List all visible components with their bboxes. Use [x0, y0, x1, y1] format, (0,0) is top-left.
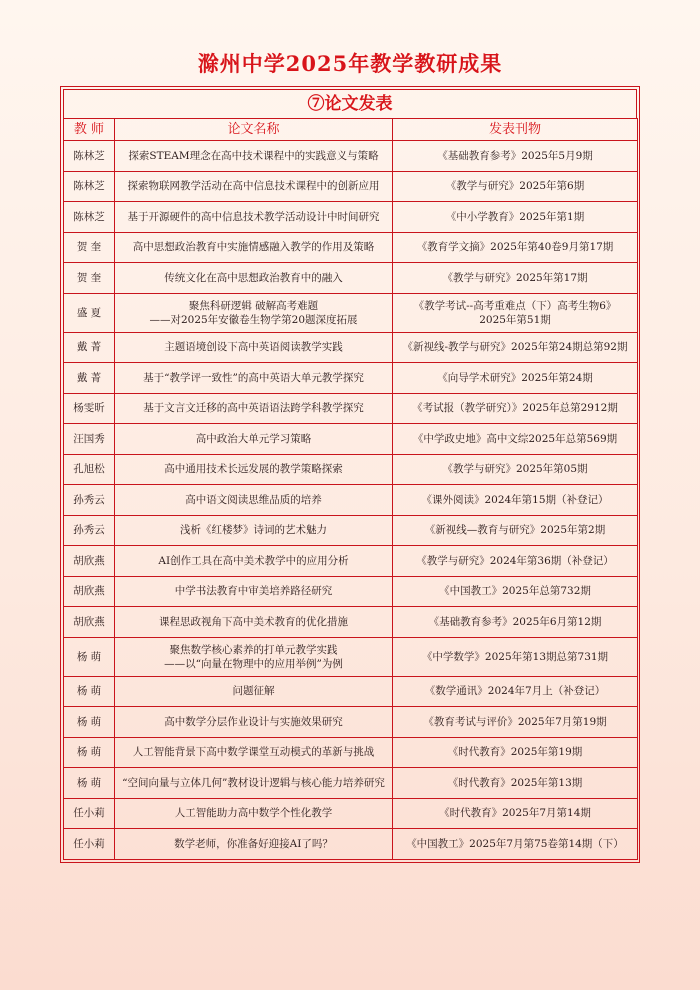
table-row — [64, 768, 638, 799]
paper-title-cell: 主题语境创设下高中英语阅读教学实践 — [115, 332, 393, 363]
paper-title-cell: AI创作工具在高中美术教学中的应用分析 — [115, 546, 393, 577]
teacher-cell: 胡欣燕 — [64, 576, 115, 607]
journal-cell: 《基础教育参考》2025年5月9期 — [393, 141, 638, 172]
table-row — [64, 171, 638, 202]
paper-title-line: 聚焦科研逻辑 破解高考难题 — [188, 299, 319, 312]
journal-cell: 《教学与研究》2025年第05期 — [393, 454, 638, 485]
table-row — [64, 737, 638, 768]
teacher-cell: 戴 菁 — [64, 332, 115, 363]
paper-title-cell: 浅析《红楼梦》诗词的艺术魅力 — [115, 515, 393, 546]
paper-title-cell: 传统文化在高中思想政治教育中的融入 — [115, 263, 393, 294]
teacher-cell: 杨雯昕 — [64, 393, 115, 424]
table-row — [64, 424, 638, 455]
journal-cell: 《数学通讯》2024年7月上（补登记） — [393, 676, 638, 707]
paper-title-cell: 高中思想政治教育中实施情感融入教学的作用及策略 — [115, 232, 393, 263]
teacher-cell: 杨 萌 — [64, 676, 115, 707]
paper-title-cell: 基于文言文迁移的高中英语语法跨学科教学探究 — [115, 393, 393, 424]
journal-cell: 《时代教育》2025年第13期 — [393, 768, 638, 799]
table-row — [64, 393, 638, 424]
journal-cell: 《中学政史地》高中文综2025年总第569期 — [393, 424, 638, 455]
journal-cell: 《中学数学》2025年第13期总第731期 — [393, 637, 638, 676]
table-row — [64, 485, 638, 516]
paper-title-cell: 基于开源硬件的高中信息技术教学活动设计中时间研究 — [115, 202, 393, 233]
paper-title-cell: 高中语文阅读思维品质的培养 — [115, 485, 393, 516]
journal-cell: 《中小学教育》2025年第1期 — [393, 202, 638, 233]
paper-subtitle-line: ——以“向量在物理中的应用举例”为例 — [164, 657, 343, 670]
table-header-row — [64, 119, 638, 141]
table-row — [64, 637, 638, 676]
achievement-sheet — [60, 86, 640, 863]
table-row — [64, 293, 638, 332]
paper-title-cell: 基于“教学评一致性”的高中英语大单元教学探究 — [115, 363, 393, 394]
teacher-cell: 任小莉 — [64, 798, 115, 829]
table-row — [64, 576, 638, 607]
journal-cell: 《时代教育》2025年7月第14期 — [393, 798, 638, 829]
column-header-paper-title: 论文名称 — [115, 119, 393, 141]
table-row — [64, 363, 638, 394]
teacher-cell: 陈林芝 — [64, 171, 115, 202]
papers-table — [63, 118, 638, 860]
teacher-cell: 盛 夏 — [64, 293, 115, 332]
table-row — [64, 546, 638, 577]
table-row — [64, 607, 638, 638]
table-row — [64, 454, 638, 485]
journal-cell: 《中国教工》2025年总第732期 — [393, 576, 638, 607]
table-row — [64, 141, 638, 172]
paper-subtitle-line: ——对2025年安徽卷生物学第20题深度拓展 — [149, 313, 358, 326]
table-row — [64, 232, 638, 263]
journal-cell: 《中国教工》2025年7月第75卷第14期（下） — [393, 829, 638, 860]
column-header-teacher: 教 师 — [64, 119, 115, 141]
table-row — [64, 515, 638, 546]
teacher-cell: 陈林芝 — [64, 141, 115, 172]
paper-title-cell: 高中政治大单元学习策略 — [115, 424, 393, 455]
page-title: 滁州中学2025年教学教研成果 — [197, 51, 503, 76]
paper-title-cell: 探索物联网教学活动在高中信息技术课程中的创新应用 — [115, 171, 393, 202]
paper-title-cell: “空间向量与立体几何”教材设计逻辑与核心能力培养研究 — [115, 768, 393, 799]
teacher-cell: 杨 萌 — [64, 637, 115, 676]
paper-title-cell — [115, 637, 393, 676]
journal-cell: 《基础教育参考》2025年6月第12期 — [393, 607, 638, 638]
paper-title-cell: 课程思政视角下高中美术教育的优化措施 — [115, 607, 393, 638]
journal-cell: 《教育考试与评价》2025年7月第19期 — [393, 707, 638, 738]
journal-cell: 《课外阅读》2024年第15期（补登记） — [393, 485, 638, 516]
paper-title-cell: 问题征解 — [115, 676, 393, 707]
teacher-cell: 贺 奎 — [64, 232, 115, 263]
teacher-cell: 胡欣燕 — [64, 546, 115, 577]
journal-cell: 《时代教育》2025年第19期 — [393, 737, 638, 768]
teacher-cell: 孔旭松 — [64, 454, 115, 485]
paper-title-cell — [115, 293, 393, 332]
journal-cell: 《新视线—教育与研究》2025年第2期 — [393, 515, 638, 546]
paper-title-cell: 探索STEAM理念在高中技术课程中的实践意义与策略 — [115, 141, 393, 172]
table-row — [64, 798, 638, 829]
journal-cell: 《教学与研究》2024年第36期（补登记） — [393, 546, 638, 577]
teacher-cell: 汪国秀 — [64, 424, 115, 455]
table-row — [64, 332, 638, 363]
paper-title-line: 聚焦数学核心素养的打单元教学实践 — [169, 643, 338, 656]
teacher-cell: 陈林芝 — [64, 202, 115, 233]
journal-cell — [393, 293, 638, 332]
section-title: ⑦论文发表 — [63, 89, 637, 118]
table-row — [64, 676, 638, 707]
journal-cell: 《教学与研究》2025年第6期 — [393, 171, 638, 202]
teacher-cell: 杨 萌 — [64, 768, 115, 799]
teacher-cell: 戴 菁 — [64, 363, 115, 394]
journal-cell: 《教学与研究》2025年第17期 — [393, 263, 638, 294]
paper-title-cell: 人工智能助力高中数学个性化教学 — [115, 798, 393, 829]
paper-title-cell: 高中通用技术长远发展的教学策略探索 — [115, 454, 393, 485]
teacher-cell: 杨 萌 — [64, 737, 115, 768]
table-body — [64, 141, 638, 860]
journal-issue-line: 2025年第51期 — [479, 313, 551, 326]
teacher-cell: 任小莉 — [64, 829, 115, 860]
paper-title-cell: 高中数学分层作业设计与实施效果研究 — [115, 707, 393, 738]
journal-cell: 《新视线-教学与研究》2025年第24期总第92期 — [393, 332, 638, 363]
teacher-cell: 贺 奎 — [64, 263, 115, 294]
table-row — [64, 263, 638, 294]
journal-cell: 《考试报（教学研究）》2025年总第2912期 — [393, 393, 638, 424]
paper-title-cell: 数学老师，你准备好迎接AI了吗？ — [115, 829, 393, 860]
teacher-cell: 孙秀云 — [64, 515, 115, 546]
teacher-cell: 孙秀云 — [64, 485, 115, 516]
teacher-cell: 杨 萌 — [64, 707, 115, 738]
teacher-cell: 胡欣燕 — [64, 607, 115, 638]
paper-title-cell: 人工智能背景下高中数学课堂互动模式的革新与挑战 — [115, 737, 393, 768]
journal-line: 《教学考试--高考重难点（下）高考生物6》 — [413, 299, 617, 312]
table-row — [64, 707, 638, 738]
table-row — [64, 829, 638, 860]
column-header-journal: 发表刊物 — [393, 119, 638, 141]
journal-cell: 《教育学文摘》2025年第40卷9月第17期 — [393, 232, 638, 263]
table-row — [64, 202, 638, 233]
paper-title-cell: 中学书法教育中审美培养路径研究 — [115, 576, 393, 607]
journal-cell: 《向导学术研究》2025年第24期 — [393, 363, 638, 394]
